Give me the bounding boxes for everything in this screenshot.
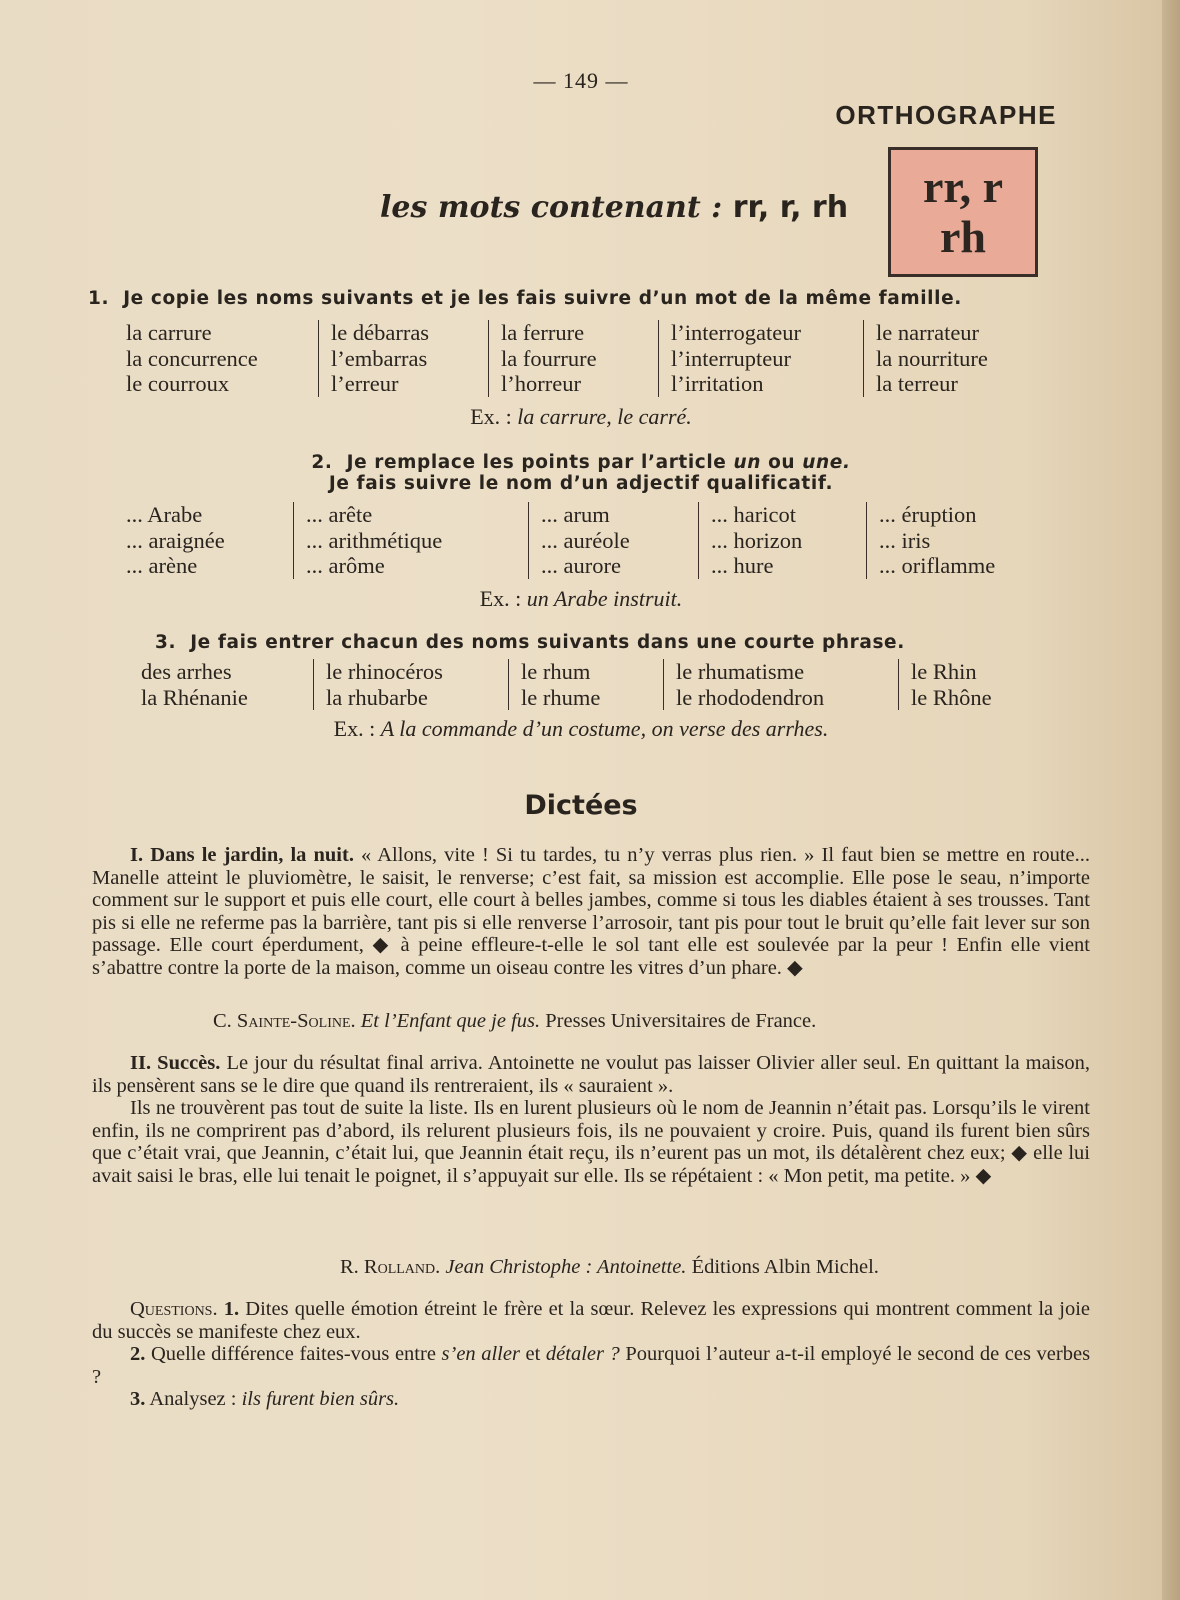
word: la nourriture [876, 345, 988, 371]
word-ou: ou [768, 452, 796, 473]
word: ... horizon [711, 527, 803, 553]
exercise-3-word-grid [141, 659, 1043, 710]
word-column [863, 320, 1058, 397]
badge-line-1: rr, r [922, 161, 1004, 212]
word: ... haricot [711, 502, 796, 527]
word-une: une. [802, 452, 851, 473]
word-column [141, 659, 313, 710]
word: ... arête [306, 502, 373, 527]
word: la fourrure [501, 345, 597, 371]
word: la ferrure [501, 320, 585, 345]
question-number: 3. [130, 1388, 146, 1411]
word: le rhododendron [676, 684, 825, 710]
questions [92, 1298, 1090, 1411]
exercise-2-example [0, 586, 1162, 612]
source-author: C. Sainte-Soline. [213, 1010, 356, 1032]
exercise-1-example [0, 404, 1162, 430]
question-2-term: détaler ? [545, 1343, 620, 1366]
word-column [528, 502, 698, 579]
example-label: Ex. : [333, 716, 376, 741]
dictee-1 [92, 844, 1090, 980]
word: ... aurore [541, 553, 621, 578]
lesson-title-letters: rr, r, rh [732, 190, 849, 225]
word-column [313, 659, 508, 710]
badge-line-2: rh [940, 211, 986, 262]
dictee-2-heading: II. Succès. [130, 1052, 221, 1074]
dictee-2 [92, 1052, 1090, 1188]
word: le Rhône [911, 684, 992, 710]
word: le courroux [126, 371, 230, 396]
page-number: — 149 — [533, 68, 629, 93]
word: ... éruption [879, 502, 977, 527]
word-column [658, 320, 863, 397]
dictees-heading: Dictées [524, 790, 638, 821]
section-label: ORTHOGRAPHE [835, 100, 1057, 130]
question-number: 1. [223, 1298, 240, 1320]
word: la concurrence [126, 345, 258, 371]
question-number: 2. [130, 1343, 146, 1366]
source-work: Jean Christophe : Antoinette. [445, 1256, 687, 1278]
question-3-part: Analysez : [149, 1388, 237, 1411]
exercise-2-instruction-2: Je fais suivre le nom d’un adjectif qualificatif. [328, 473, 834, 494]
word-column [898, 659, 1043, 710]
source-publisher: Presses Universitaires de France. [545, 1010, 817, 1032]
word: ... arôme [306, 553, 385, 578]
question-3-term: ils furent bien sûrs. [241, 1388, 400, 1411]
word: ... araignée [126, 527, 225, 553]
page-edge [1162, 0, 1180, 1600]
word: ... Arabe [126, 502, 203, 527]
source-publisher: Éditions Albin Michel. [691, 1256, 879, 1278]
word: l’interrogateur [671, 320, 801, 345]
word: ... hure [711, 553, 774, 578]
source-work: Et l’Enfant que je fus. [360, 1010, 541, 1032]
word: la carrure [126, 320, 212, 345]
exercise-2-instruction: Je remplace les points par l’article [346, 452, 727, 473]
question-1: Dites quelle émotion étreint le frère et la sœur. Relevez les expressions qui montrent comment la joie du succès se manifeste chez eux. [92, 1298, 1091, 1343]
lesson-title [380, 190, 848, 225]
question-2-part: Pourquoi l’auteur a-t-il employé le second de ces verbes ? [92, 1343, 1091, 1388]
lesson-badge [888, 147, 1038, 277]
word-column [126, 320, 318, 397]
question-2-part: et [525, 1343, 541, 1366]
word: ... arithmétique [306, 527, 443, 553]
word-column [126, 502, 293, 579]
word: des arrhes [141, 659, 232, 684]
dictee-1-text: « Allons, vite ! Si tu tardes, tu n’y verras plus rien. » Il faut bien se mettre en route... Manelle atteint le pluviomètre, le saisit, le renverse; c’est fait, sa mission est accomplie. Elle pose le seau, n’importe comment sur le support et puis elle court, elle court à belles jambes, comme si tous les diables étaient à ses trousses. Tant pis si elle ne referme pas la barrière, tant pis si elle renverse l’arrosoir, tant pis pour tout le bruit qu’elle fait lever sur son passage. Elle court éperdument, ◆ à peine effleure-t-elle le sol tant elle est soulevée par la peur ! Enfin elle vient s’abattre contre la porte de la maison, comme un oiseau contre les vitres d’un phare. ◆ [92, 844, 1091, 979]
dictee-1-heading: I. Dans le jardin, la nuit. [130, 844, 354, 866]
dictee-1-source [213, 1010, 816, 1033]
word: la terreur [876, 371, 958, 396]
example-text: A la commande d’un costume, on verse des arrhes. [380, 716, 829, 741]
word-column [318, 320, 488, 397]
exercise-2-word-grid [126, 502, 1051, 579]
exercise-2-heading [0, 452, 1162, 494]
exercise-2-number: 2. [311, 452, 333, 473]
word: la rhubarbe [326, 684, 428, 710]
word: la Rhénanie [141, 684, 248, 710]
word: l’horreur [501, 371, 581, 396]
lesson-title-main: les mots contenant : [380, 190, 723, 225]
word: le Rhin [911, 659, 977, 684]
exercise-3-example [0, 716, 1162, 742]
exercise-1-number: 1. [88, 288, 110, 309]
dictee-2-source [340, 1256, 879, 1279]
word-column [293, 502, 528, 579]
word: ... arène [126, 553, 198, 578]
word: l’irritation [671, 371, 764, 396]
dictee-2-paragraph-2: Ils ne trouvèrent pas tout de suite la liste. Ils en lurent plusieurs où le nom de Jeannin n’était pas. Lorsqu’ils le virent enfin, ils ne comprirent pas d’abord, ils relurent plusieurs fois, ils ne pouvaient y croire. Puis, quand ils furent bien sûrs que c’était vrai, que Jeannin, c’était lui, que Jeannin était reçu, ils n’eurent pas un mot, ils détalèrent chez eux; ◆ elle lui avait saisi le bras, elle lui tenait le poignet, il s’appuyait sur elle. Ils se répétaient : « Mon petit, ma petite. » ◆ [92, 1097, 1090, 1187]
exercise-1-word-grid [126, 320, 1058, 397]
example-text: la carrure, le carré. [517, 404, 692, 429]
word-un: un [733, 452, 762, 473]
word: ... oriflamme [879, 553, 996, 578]
dictee-2-paragraph-1: Le jour du résultat final arriva. Antoinette ne voulut pas laisser Olivier aller seul. En quittant la maison, ils pensèrent sans se le dire que quand ils rentreraient, ils « sauraient ». [92, 1052, 1090, 1097]
word: le débarras [331, 320, 430, 345]
questions-label: Questions. [130, 1298, 218, 1320]
word: l’embarras [331, 345, 428, 371]
word: le rhinocéros [326, 659, 443, 684]
word: l’erreur [331, 371, 399, 396]
word: le rhumatisme [676, 659, 805, 684]
source-author: R. Rolland. [340, 1256, 441, 1278]
word-column [488, 320, 658, 397]
word-column [508, 659, 663, 710]
word: ... iris [879, 527, 931, 553]
question-2-part: Quelle différence faites-vous entre [150, 1343, 436, 1366]
exercise-1-heading [88, 288, 962, 309]
word-column [663, 659, 898, 710]
word: le narrateur [876, 320, 980, 345]
word-column [698, 502, 866, 579]
word: ... arum [541, 502, 610, 527]
word: ... auréole [541, 527, 630, 553]
word: le rhum [521, 659, 591, 684]
question-2-term: s’en aller [441, 1343, 520, 1366]
word: l’interrupteur [671, 345, 791, 371]
example-label: Ex. : [470, 404, 512, 429]
example-text: un Arabe instruit. [526, 586, 683, 611]
exercise-3-instruction: Je fais entrer chacun des noms suivants dans une courte phrase. [190, 632, 905, 653]
exercise-3-number: 3. [155, 632, 177, 653]
exercise-3-heading [155, 632, 905, 653]
exercise-1-instruction: Je copie les noms suivants et je les fais suivre d’un mot de la même famille. [123, 288, 962, 309]
example-label: Ex. : [479, 586, 522, 611]
word: le rhume [521, 684, 601, 710]
word-column [866, 502, 1051, 579]
